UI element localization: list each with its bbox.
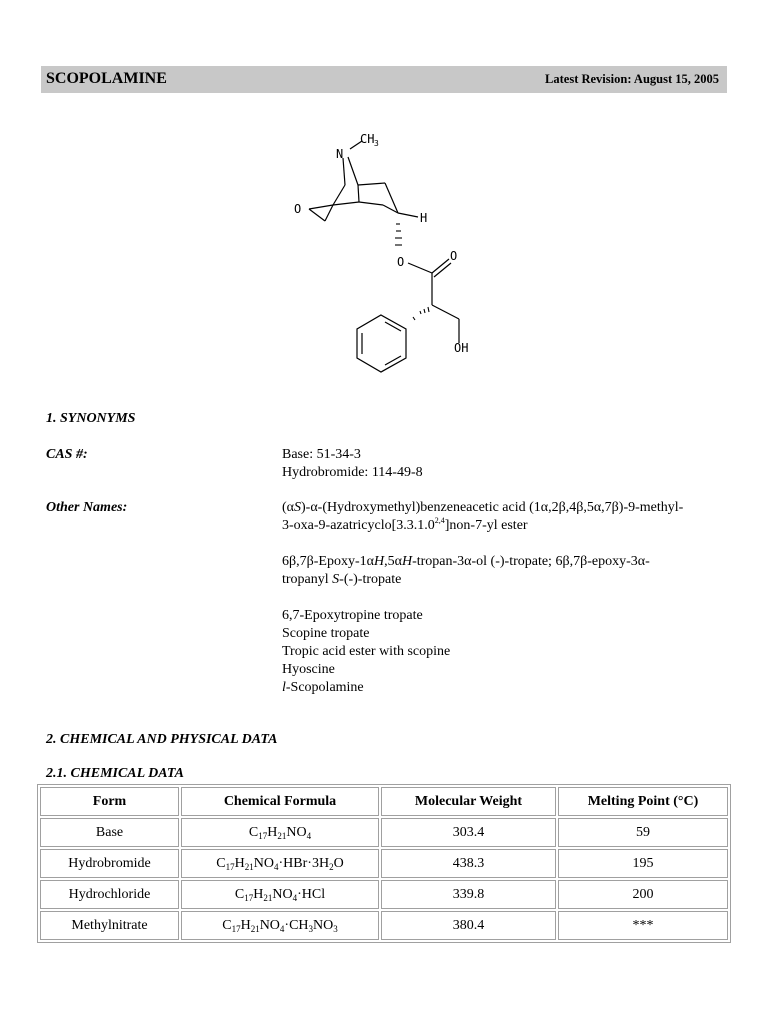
section-chemical-data-heading: 2.1. CHEMICAL DATA <box>46 766 184 781</box>
cell-molecular-weight: 303.4 <box>381 818 556 847</box>
cell-molecular-weight: 339.8 <box>381 880 556 909</box>
cas-label: CAS #: <box>46 447 88 462</box>
cell-molecular-weight: 380.4 <box>381 911 556 940</box>
cell-form: Hydrobromide <box>40 849 179 878</box>
cell-formula: $C_{17}H_{21}NO_4\cdot HBr\cdot 3H_2O$ <box>181 849 379 878</box>
epoxy-name-line2: tropanyl S-(-)-tropate <box>282 572 402 587</box>
other-names-values <box>282 499 722 697</box>
synonym-item: Hyoscine <box>282 662 335 677</box>
table-row <box>40 911 728 940</box>
cell-melting-point: 195 <box>558 849 728 878</box>
ester-oxygen-label: O <box>397 255 405 269</box>
cell-form: Hydrochloride <box>40 880 179 909</box>
col-header-melting-point: Melting Point (°C) <box>558 787 728 816</box>
col-header-formula: Chemical Formula <box>181 787 379 816</box>
section-synonyms-heading: 1. SYNONYMS <box>46 411 136 426</box>
cas-base: Base: 51-34-3 <box>282 447 361 462</box>
revision-date: Latest Revision: August 15, 2005 <box>545 72 719 86</box>
cell-form: Methylnitrate <box>40 911 179 940</box>
cell-formula: $C_{17}H_{21}NO_4\cdot HCl$ <box>181 880 379 909</box>
section-chemical-physical-heading: 2. CHEMICAL AND PHYSICAL DATA <box>46 732 278 747</box>
page-title: SCOPOLAMINE <box>46 70 167 87</box>
scopolamine-structure <box>0 0 768 400</box>
cell-formula: $C_{17}H_{21}NO_4\cdot CH_3NO_3$ <box>181 911 379 940</box>
systematic-name-line2: 3-oxa-9-azatricyclo[3.3.1.0$^{2,4}$]non-7-yl ester <box>282 516 528 533</box>
table-row <box>40 880 728 909</box>
synonym-item: 6,7-Epoxytropine tropate <box>282 608 423 623</box>
epoxide-oxygen-label: O <box>294 202 302 216</box>
cell-melting-point: 59 <box>558 818 728 847</box>
synonym-item: Scopine tropate <box>282 626 370 641</box>
methyl-label: CH <box>360 132 375 146</box>
cell-molecular-weight: 438.3 <box>381 849 556 878</box>
epoxy-name-line1: 6β,7β-Epoxy-1αH,5αH-tropan-3α-ol (-)-tropate; 6β,7β-epoxy-3α- <box>282 554 650 569</box>
nitrogen-label: N <box>336 147 344 161</box>
table-row <box>40 849 728 878</box>
col-header-form: Form <box>40 787 179 816</box>
cas-hydrobromide: Hydrobromide: 114-49-8 <box>282 465 423 480</box>
synonym-item: l-Scopolamine <box>282 680 364 695</box>
table-header-row <box>40 787 728 816</box>
col-header-molecular-weight: Molecular Weight <box>381 787 556 816</box>
table-row <box>40 818 728 847</box>
cas-values <box>282 446 722 482</box>
synonym-item: Tropic acid ester with scopine <box>282 644 451 659</box>
hydroxyl-label: OH <box>454 341 469 355</box>
carbonyl-oxygen-label: O <box>450 249 458 263</box>
chemical-data-table <box>37 784 731 943</box>
header-bar <box>41 66 727 93</box>
cell-melting-point: *** <box>558 911 728 940</box>
cell-form: Base <box>40 818 179 847</box>
cell-melting-point: 200 <box>558 880 728 909</box>
systematic-name-line1: (αS)-α-(Hydroxymethyl)benzeneacetic acid (1α,2β,4β,5α,7β)-9-methyl- <box>282 500 684 515</box>
other-names-label: Other Names: <box>46 500 128 515</box>
methyl-subscript: 3 <box>374 139 379 148</box>
hydrogen-label: H <box>420 211 428 225</box>
cell-formula: $C_{17}H_{21}NO_4$ <box>181 818 379 847</box>
